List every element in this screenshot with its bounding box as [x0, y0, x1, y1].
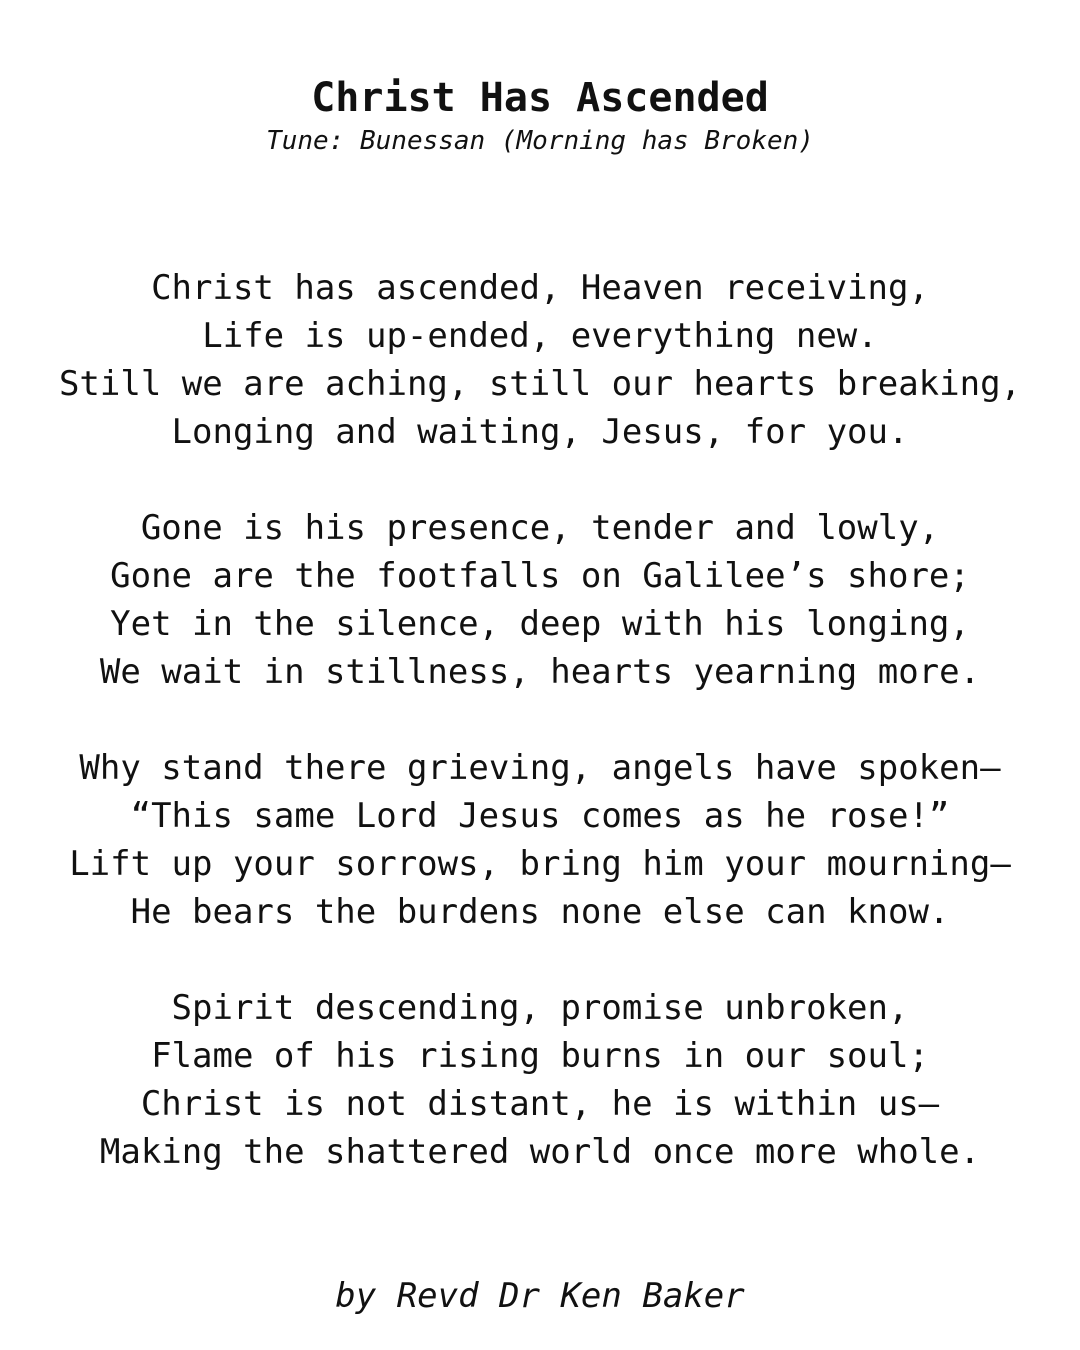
poem-line: Lift up your sorrows, bring him your mourning—: [69, 844, 1011, 884]
poem-line: Gone is his presence, tender and lowly,: [140, 508, 940, 548]
poem-line: Why stand there grieving, angels have spoken—: [79, 748, 1001, 788]
tune-subtitle: Tune: Bunessan (Morning has Broken): [266, 126, 814, 156]
stanza-2: [0, 504, 1080, 696]
poem-line: “This same Lord Jesus comes as he rose!”: [130, 796, 950, 836]
poem-line: Yet in the silence, deep with his longing,: [110, 604, 970, 644]
poem-line: Gone are the footfalls on Galilee’s shore;: [110, 556, 970, 596]
author-attribution: by Revd Dr Ken Baker: [335, 1276, 745, 1316]
stanza-4: [0, 984, 1080, 1176]
poem-line: Flame of his rising burns in our soul;: [151, 1036, 929, 1076]
page-title: Christ Has Ascended: [311, 75, 769, 121]
poem-line: Life is up-ended, everything new.: [202, 316, 878, 356]
poem-body: [0, 264, 1080, 1176]
poem-line: Longing and waiting, Jesus, for you.: [171, 412, 909, 452]
poem-line: Making the shattered world once more whole.: [99, 1132, 981, 1172]
poem-line: Christ is not distant, he is within us—: [140, 1084, 940, 1124]
poem-line: Spirit descending, promise unbroken,: [171, 988, 909, 1028]
stanza-3: [0, 744, 1080, 936]
poem-line: He bears the burdens none else can know.: [130, 892, 950, 932]
poem-line: Still we are aching, still our hearts breaking,: [58, 364, 1022, 404]
poem-line: Christ has ascended, Heaven receiving,: [151, 268, 929, 308]
poem-line: We wait in stillness, hearts yearning more.: [99, 652, 981, 692]
stanza-1: [0, 264, 1080, 456]
